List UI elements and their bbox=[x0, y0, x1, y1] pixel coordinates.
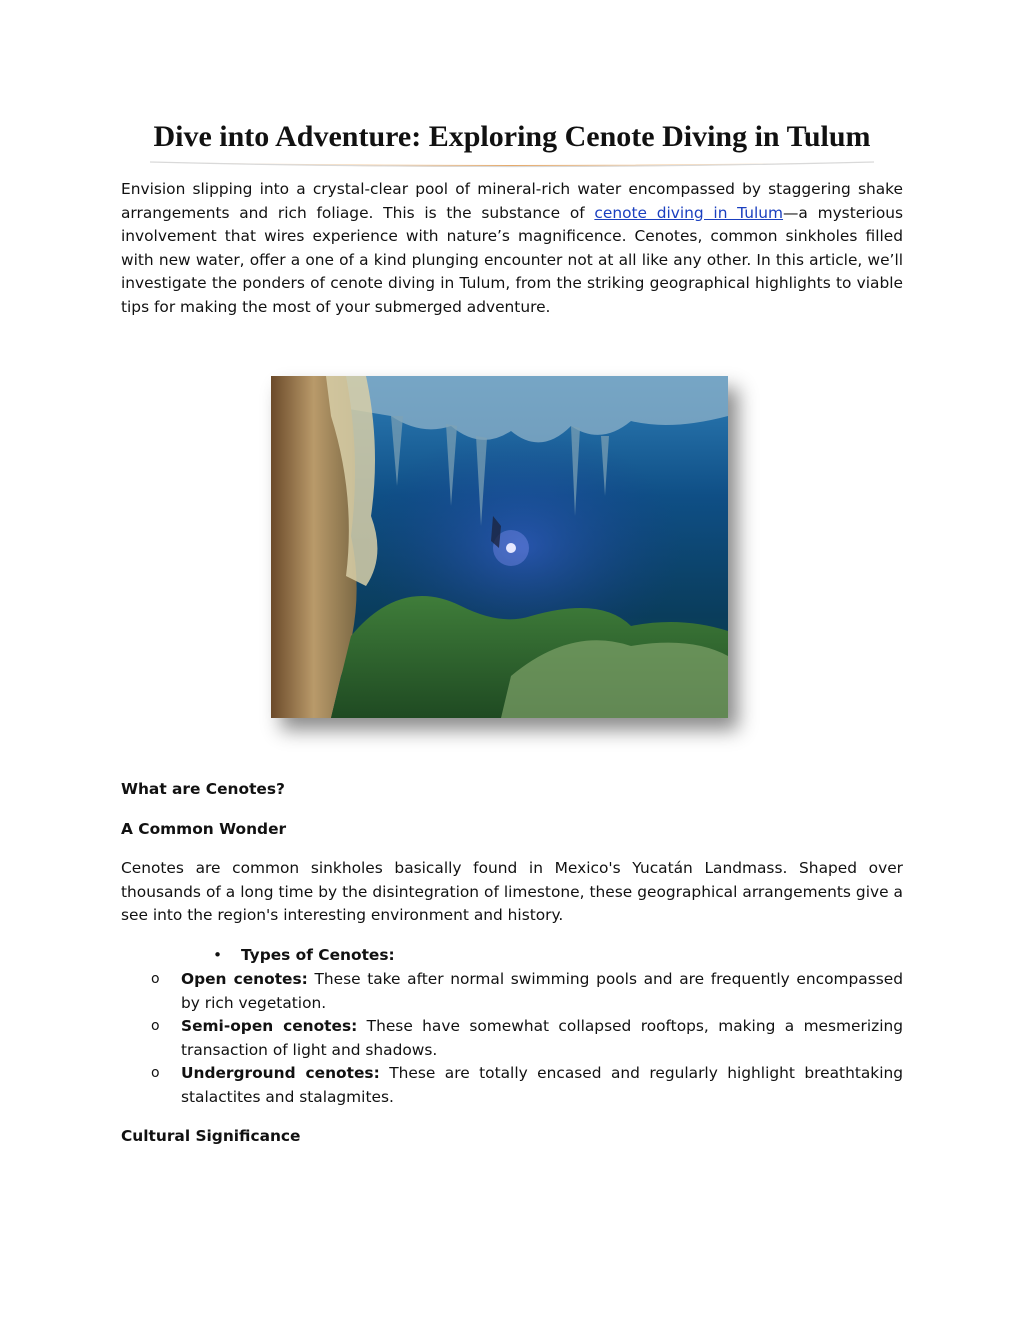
intro-paragraph bbox=[121, 178, 903, 319]
heading-what-are-cenotes: What are Cenotes? bbox=[121, 780, 285, 798]
list-item-text bbox=[181, 1062, 903, 1109]
page-title: Dive into Adventure: Exploring Cenote Diving in Tulum bbox=[153, 120, 871, 153]
heading-common-wonder: A Common Wonder bbox=[121, 820, 287, 838]
list-item-text bbox=[181, 1015, 903, 1062]
list-item-open-cenotes bbox=[121, 968, 903, 1015]
cenote-diving-link[interactable]: cenote diving in Tulum bbox=[594, 203, 784, 222]
list-item-underground-cenotes bbox=[121, 1062, 903, 1109]
title-underline-decoration bbox=[148, 158, 876, 172]
circle-bullet-icon: o bbox=[151, 1018, 160, 1034]
intro-text-before: Envision slipping into a crystal-clear pool of mineral-rich water encompassed by staggering shake arrangements and rich foliage. This is the substance of bbox=[121, 180, 903, 222]
list-item-text bbox=[181, 968, 903, 1015]
cenote-cave-photo bbox=[271, 376, 728, 718]
list-item-description: These are totally encased and regularly highlight breathtaking stalactites and stalagmites. bbox=[181, 1064, 903, 1106]
heading-cultural-significance: Cultural Significance bbox=[121, 1127, 301, 1145]
types-of-cenotes-bullet bbox=[213, 944, 395, 967]
list-item-description: These take after normal swimming pools and are frequently encompassed by rich vegetation. bbox=[181, 970, 903, 1012]
types-heading: Types of Cenotes: bbox=[241, 946, 395, 964]
cenote-illustration bbox=[271, 376, 728, 718]
list-item-term: Semi-open cenotes: bbox=[181, 1017, 358, 1035]
intro-text-after: —a mysterious involvement that wires experience with nature’s magnificence. Cenotes, common sinkholes filled with new water, offer a one of a kind plunging encounter not at all like any other. In this article, we’ll investigate the ponders of cenote diving in Tulum, from the striking geographical highlights to viable tips for making the most of your submerged adventure. bbox=[121, 203, 904, 316]
list-item-term: Underground cenotes: bbox=[181, 1064, 380, 1082]
circle-bullet-icon: o bbox=[151, 1065, 160, 1081]
common-wonder-paragraph: Cenotes are common sinkholes basically found in Mexico's Yucatán Landmass. Shaped over thousands of a long time by the disintegration of limestone, these geographical arrangements give a see into the region's interesting environment and history. bbox=[121, 859, 903, 924]
list-item-semi-open-cenotes bbox=[121, 1015, 903, 1062]
circle-bullet-icon: o bbox=[151, 971, 160, 987]
bullet-icon: • bbox=[213, 946, 223, 964]
list-item-term: Open cenotes: bbox=[181, 970, 308, 988]
list-item-description: These have somewhat collapsed rooftops, making a mesmerizing transaction of light and shadows. bbox=[181, 1017, 903, 1059]
